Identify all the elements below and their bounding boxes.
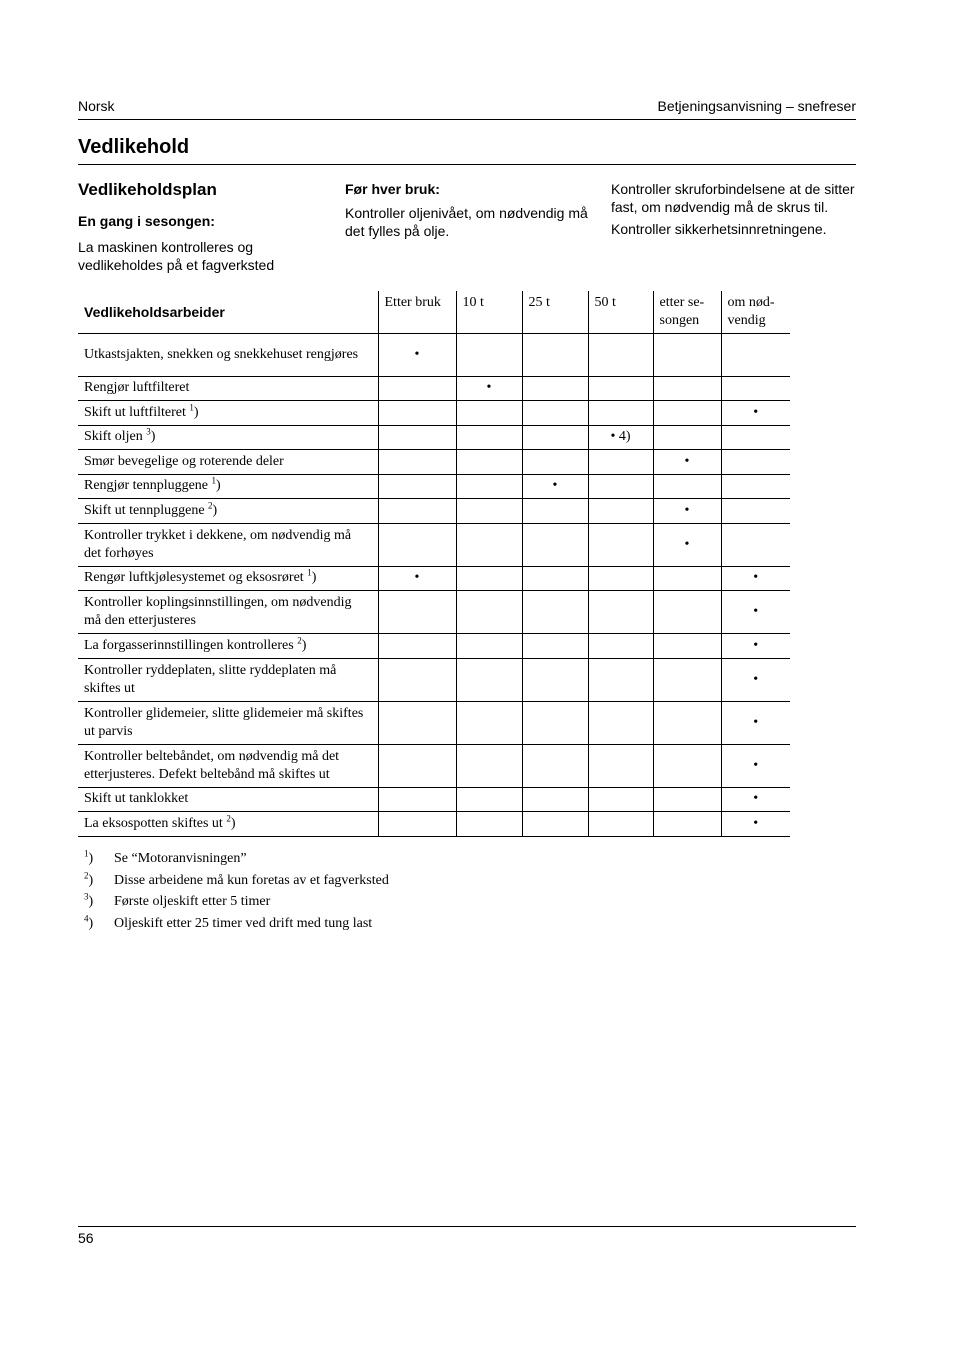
interval-mark-cell xyxy=(653,812,721,837)
interval-mark-cell xyxy=(522,523,588,566)
task-cell: La forgasserinnstillingen kontrolleres $^2$) xyxy=(78,634,378,659)
footnote-number-sup: 1 xyxy=(84,848,89,859)
interval-mark-cell: • xyxy=(721,591,790,634)
footnote-text: Oljeskift etter 25 timer ved drift med tung last xyxy=(114,915,373,931)
interval-mark-cell: • 4) xyxy=(588,425,653,450)
table-row xyxy=(78,658,790,701)
table-body xyxy=(78,333,790,836)
interval-mark-cell xyxy=(522,787,588,812)
interval-mark-cell: • xyxy=(378,333,456,376)
footnote xyxy=(84,891,389,913)
interval-mark-cell xyxy=(456,523,522,566)
interval-mark-cell xyxy=(378,474,456,499)
interval-mark-cell xyxy=(378,523,456,566)
header-after-use: Etter bruk xyxy=(378,291,456,333)
interval-mark-cell xyxy=(378,450,456,475)
interval-mark-cell xyxy=(721,474,790,499)
header-25h: 25 t xyxy=(522,291,588,333)
table-row xyxy=(78,634,790,659)
table-row xyxy=(78,523,790,566)
maintenance-table xyxy=(78,291,790,837)
interval-mark-cell xyxy=(378,376,456,401)
interval-mark-cell xyxy=(456,401,522,426)
interval-mark-cell xyxy=(653,658,721,701)
interval-mark-cell xyxy=(456,499,522,524)
interval-mark-cell xyxy=(588,333,653,376)
interval-mark-cell: • xyxy=(522,474,588,499)
table-row xyxy=(78,566,790,591)
interval-mark-cell xyxy=(653,701,721,744)
once-per-season-text: La maskinen kontrolleres og vedlikeholdes på et fagverksted xyxy=(78,239,275,273)
footnote xyxy=(84,913,389,935)
interval-mark-cell xyxy=(522,401,588,426)
intro-column-2 xyxy=(345,180,595,244)
table-row xyxy=(78,450,790,475)
footnote xyxy=(84,848,389,870)
interval-mark-cell xyxy=(588,566,653,591)
task-label: Kontroller trykket i dekkene, om nødvendig må det forhøyes xyxy=(84,527,352,561)
interval-mark-cell xyxy=(721,425,790,450)
interval-mark-cell xyxy=(522,376,588,401)
interval-mark-cell xyxy=(588,376,653,401)
header-rule xyxy=(78,119,856,120)
interval-mark-cell xyxy=(378,591,456,634)
task-cell xyxy=(78,450,378,475)
interval-mark-cell xyxy=(456,658,522,701)
interval-mark-cell xyxy=(378,634,456,659)
section-title: Vedlikehold xyxy=(78,136,190,158)
interval-mark-cell xyxy=(588,499,653,524)
interval-mark-cell xyxy=(653,591,721,634)
interval-mark-cell xyxy=(378,499,456,524)
interval-mark-cell xyxy=(588,474,653,499)
footnote-ref: 2 xyxy=(297,635,302,646)
task-cell xyxy=(78,591,378,634)
before-each-use-heading: Før hver bruk: xyxy=(345,181,440,197)
interval-mark-cell xyxy=(721,333,790,376)
interval-mark-cell xyxy=(378,787,456,812)
interval-mark-cell xyxy=(522,658,588,701)
interval-mark-cell xyxy=(456,450,522,475)
interval-mark-cell: • xyxy=(653,523,721,566)
table-row xyxy=(78,474,790,499)
task-cell: Skift ut luftfilteret $^1$) xyxy=(78,401,378,426)
task-cell: Rengør luftkjølesystemet og eksosrøret $^1$) xyxy=(78,566,378,591)
interval-mark-cell xyxy=(721,376,790,401)
footer-rule xyxy=(78,1226,856,1227)
interval-mark-cell xyxy=(456,744,522,787)
table-row xyxy=(78,744,790,787)
header-document-title: Betjeningsanvisning – snefreser xyxy=(657,98,856,114)
interval-mark-cell xyxy=(522,333,588,376)
task-cell xyxy=(78,333,378,376)
interval-mark-cell: • xyxy=(653,450,721,475)
table-row xyxy=(78,333,790,376)
interval-mark-cell xyxy=(588,787,653,812)
task-label: Rengjør luftfilteret xyxy=(84,380,190,396)
footnote-number-sup: 3 xyxy=(84,891,89,902)
interval-mark-cell xyxy=(653,425,721,450)
task-label: Utkastsjakten, snekken og snekkehuset rengjøres xyxy=(84,346,359,362)
task-label: Smør bevegelige og roterende deler xyxy=(84,453,284,469)
interval-mark-cell xyxy=(378,658,456,701)
interval-mark-cell: • xyxy=(721,812,790,837)
safety-check-text: Kontroller sikkerhetsinnretningene. xyxy=(611,221,827,237)
table-row xyxy=(78,812,790,837)
task-cell: Skift ut tennpluggene $^2$) xyxy=(78,499,378,524)
interval-mark-cell xyxy=(653,333,721,376)
interval-mark-cell: • xyxy=(653,499,721,524)
header-language: Norsk xyxy=(78,98,115,114)
table-row xyxy=(78,701,790,744)
interval-mark-cell xyxy=(653,744,721,787)
interval-mark-cell xyxy=(653,401,721,426)
header-after-season: etter se- songen xyxy=(653,291,721,333)
once-per-season-heading: En gang i sesongen: xyxy=(78,213,215,229)
interval-mark-cell: • xyxy=(721,566,790,591)
task-cell: La eksospotten skiftes ut $^2$) xyxy=(78,812,378,837)
table-row xyxy=(78,787,790,812)
interval-mark-cell xyxy=(653,474,721,499)
interval-mark-cell xyxy=(588,401,653,426)
interval-mark-cell xyxy=(522,812,588,837)
interval-mark-cell xyxy=(522,634,588,659)
task-cell xyxy=(78,787,378,812)
header-10h: 10 t xyxy=(456,291,522,333)
interval-mark-cell xyxy=(721,523,790,566)
interval-mark-cell xyxy=(522,566,588,591)
interval-mark-cell xyxy=(653,634,721,659)
interval-mark-cell xyxy=(378,401,456,426)
interval-mark-cell xyxy=(378,812,456,837)
interval-mark-cell xyxy=(522,591,588,634)
interval-mark-cell xyxy=(456,634,522,659)
interval-mark-cell xyxy=(456,787,522,812)
task-label: Skift oljen xyxy=(84,429,147,445)
interval-mark-cell xyxy=(522,425,588,450)
interval-mark-cell xyxy=(522,450,588,475)
interval-mark-cell xyxy=(456,425,522,450)
interval-mark-cell xyxy=(456,333,522,376)
interval-mark-cell xyxy=(522,499,588,524)
footnote-text: Første oljeskift etter 5 timer xyxy=(114,894,271,909)
interval-mark-cell xyxy=(653,566,721,591)
interval-mark-cell: • xyxy=(721,744,790,787)
footnote-number-sup: 4 xyxy=(84,912,89,923)
interval-mark-cell: • xyxy=(721,701,790,744)
task-label: Kontroller glidemeier, slitte glidemeier må skiftes ut parvis xyxy=(84,705,364,739)
task-label: Kontroller beltebåndet, om nødvendig må det etterjusteres. Defekt beltebånd må skiftes ut xyxy=(84,748,340,782)
footnote-ref: 1 xyxy=(189,402,194,413)
header-as-needed: om nød- vendig xyxy=(721,291,790,333)
before-each-use-text: Kontroller oljenivået, om nødvendig må det fylles på olje. xyxy=(345,205,588,239)
screw-check-text: Kontroller skruforbindelsene at de sitter fast, om nødvendig må de skrus til. xyxy=(611,181,855,215)
task-label: Rengjør tennpluggene xyxy=(84,478,212,494)
interval-mark-cell xyxy=(721,450,790,475)
interval-mark-cell xyxy=(721,499,790,524)
task-label: La forgasserinnstillingen kontrolleres xyxy=(84,637,298,653)
task-cell xyxy=(78,744,378,787)
task-cell: Rengjør tennpluggene $^1$) xyxy=(78,474,378,499)
task-label: Skift ut tanklokket xyxy=(84,791,189,807)
interval-mark-cell xyxy=(588,701,653,744)
footnote-number: $^4$) xyxy=(84,912,94,931)
interval-mark-cell xyxy=(456,591,522,634)
maintenance-plan-heading: Vedlikeholdsplan xyxy=(78,180,217,199)
table-row xyxy=(78,499,790,524)
footnote-number-sup: 2 xyxy=(84,869,89,880)
interval-mark-cell xyxy=(522,701,588,744)
header-50h: 50 t xyxy=(588,291,653,333)
interval-mark-cell: • xyxy=(721,634,790,659)
intro-column-3 xyxy=(611,180,856,242)
header-tasks: Vedlikeholdsarbeider xyxy=(78,291,378,333)
interval-mark-cell xyxy=(522,744,588,787)
task-label: Skift ut luftfilteret xyxy=(84,404,190,420)
footnote-ref: 1 xyxy=(307,567,312,578)
interval-mark-cell: • xyxy=(378,566,456,591)
intro-column-1 xyxy=(78,180,328,278)
interval-mark-cell xyxy=(588,634,653,659)
section-rule xyxy=(78,164,856,165)
interval-mark-cell xyxy=(378,744,456,787)
footnote-ref: 1 xyxy=(211,475,217,486)
interval-mark-cell xyxy=(588,812,653,837)
task-cell: Skift oljen $^3$) xyxy=(78,425,378,450)
footnote-text: Disse arbeidene må kun foretas av et fagverksted xyxy=(114,872,389,888)
footnote-number: $^2$) xyxy=(84,869,94,888)
interval-mark-cell: • xyxy=(721,787,790,812)
interval-mark-cell xyxy=(588,450,653,475)
footnote-text: Se “Motoranvisningen” xyxy=(114,851,247,866)
interval-mark-cell xyxy=(588,658,653,701)
task-label: La eksospotten skiftes ut xyxy=(84,815,227,831)
task-label: Rengør luftkjølesystemet og eksosrøret xyxy=(84,570,308,586)
footnote-number: $^1$) xyxy=(84,848,94,866)
interval-mark-cell xyxy=(456,701,522,744)
footnote-ref: 3 xyxy=(146,426,151,437)
task-cell xyxy=(78,523,378,566)
table-row xyxy=(78,401,790,426)
page-number: 56 xyxy=(78,1230,94,1246)
footnote-number: $^3$) xyxy=(84,891,94,909)
interval-mark-cell xyxy=(456,566,522,591)
interval-mark-cell xyxy=(456,812,522,837)
footnotes xyxy=(84,848,389,934)
footnote xyxy=(84,870,389,892)
task-label: Skift ut tennpluggene xyxy=(84,502,209,518)
table-row xyxy=(78,425,790,450)
table-row xyxy=(78,591,790,634)
task-label: Kontroller koplingsinnstillingen, om nødvendig må den etterjusteres xyxy=(84,595,352,628)
interval-mark-cell: • xyxy=(721,658,790,701)
task-cell xyxy=(78,376,378,401)
interval-mark-cell xyxy=(378,701,456,744)
task-cell xyxy=(78,701,378,744)
table-header-row xyxy=(78,291,790,333)
interval-mark-cell xyxy=(588,591,653,634)
interval-mark-cell xyxy=(653,787,721,812)
interval-mark-cell xyxy=(588,744,653,787)
task-label: Kontroller ryddeplaten, slitte ryddeplaten må skiftes ut xyxy=(84,662,337,696)
interval-mark-cell xyxy=(653,376,721,401)
interval-mark-cell xyxy=(378,425,456,450)
interval-mark-cell xyxy=(456,474,522,499)
interval-mark-cell: • xyxy=(721,401,790,426)
footnote-ref: 2 xyxy=(208,500,213,511)
footnote-ref: 2 xyxy=(226,813,231,824)
interval-mark-cell: • xyxy=(456,376,522,401)
task-cell xyxy=(78,658,378,701)
interval-mark-cell xyxy=(588,523,653,566)
table-row xyxy=(78,376,790,401)
